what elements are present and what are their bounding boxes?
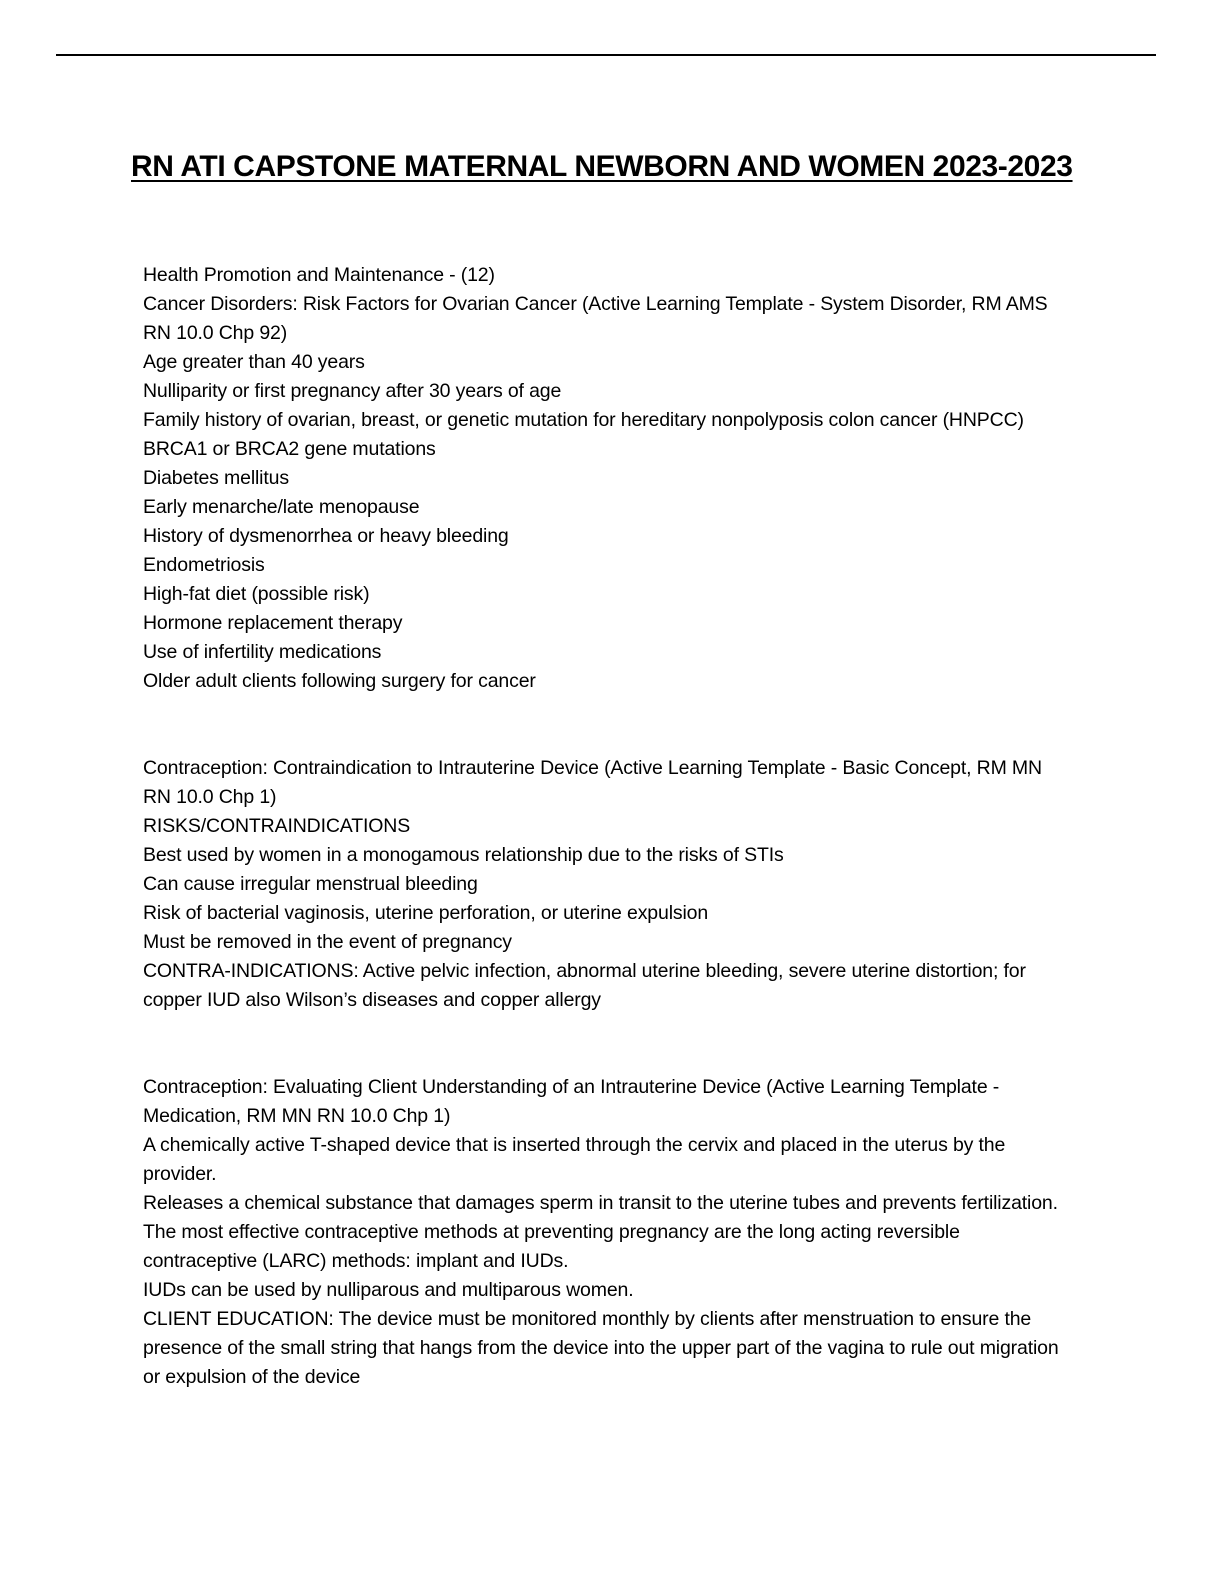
body-line: RISKS/CONTRAINDICATIONS — [143, 815, 411, 837]
body-line: Must be removed in the event of pregnancy — [143, 931, 512, 953]
body-line: BRCA1 or BRCA2 gene mutations — [143, 438, 436, 460]
body-line: Nulliparity or first pregnancy after 30 years of age — [143, 380, 562, 402]
body-line: History of dysmenorrhea or heavy bleeding — [143, 525, 509, 547]
document-title — [131, 148, 1091, 186]
body-line: Use of infertility medications — [143, 641, 382, 663]
body-line: Contraception: Evaluating Client Understanding of an Intrauterine Device (Active Learning Template - Medication, RM MN RN 10.0 Chp 1) — [143, 1076, 1000, 1127]
body-line: Risk of bacterial vaginosis, uterine perforation, or uterine expulsion — [143, 902, 709, 924]
section-iud-contraindications — [143, 754, 1063, 1015]
body-line: Family history of ovarian, breast, or genetic mutation for hereditary nonpolyposis colon cancer (HNPCC) — [143, 409, 1024, 431]
body-line: Cancer Disorders: Risk Factors for Ovarian Cancer (Active Learning Template - System Disorder, RM AMS RN 10.0 Chp 92) — [143, 293, 1048, 344]
body-line: Early menarche/late menopause — [143, 496, 420, 518]
body-line: CLIENT EDUCATION: The device must be monitored monthly by clients after menstruation to ensure the presence of the small string that hangs from the device into the upper part of the vagina to rule out migration or expulsion of the device — [143, 1308, 1059, 1388]
body-line: Contraception: Contraindication to Intrauterine Device (Active Learning Template - Basic Concept, RM MN RN 10.0 Chp 1) — [143, 757, 1042, 808]
body-line: IUDs can be used by nulliparous and multiparous women. — [143, 1279, 634, 1301]
body-line: Age greater than 40 years — [143, 351, 365, 373]
body-line: High-fat diet (possible risk) — [143, 583, 370, 605]
section-iud-client-understanding — [143, 1073, 1063, 1392]
body-line: Health Promotion and Maintenance - (12) — [143, 264, 495, 286]
top-rule — [56, 54, 1156, 56]
body-line: Older adult clients following surgery for cancer — [143, 670, 536, 692]
body-line: CONTRA-INDICATIONS: Active pelvic infection, abnormal uterine bleeding, severe uterine distortion; for copper IUD also Wilson’s diseases and copper allergy — [143, 960, 1026, 1011]
body-line: Releases a chemical substance that damages sperm in transit to the uterine tubes and prevents fertilization. The most effective contraceptive methods at preventing pregnancy are the long acting reversible contraceptive (LARC) methods: implant and IUDs. — [143, 1192, 1058, 1272]
document-body — [143, 261, 1063, 1392]
body-line: Endometriosis — [143, 554, 265, 576]
body-line: Best used by women in a monogamous relationship due to the risks of STIs — [143, 844, 784, 866]
body-line: Hormone replacement therapy — [143, 612, 403, 634]
body-line: Diabetes mellitus — [143, 467, 289, 489]
body-line: A chemically active T-shaped device that is inserted through the cervix and placed in the uterus by the provider. — [143, 1134, 1006, 1185]
body-line: Can cause irregular menstrual bleeding — [143, 873, 478, 895]
section-ovarian-cancer-risk-factors — [143, 261, 1063, 696]
document-title-text: RN ATI CAPSTONE MATERNAL NEWBORN AND WOMEN 2023-2023 — [131, 150, 1073, 183]
